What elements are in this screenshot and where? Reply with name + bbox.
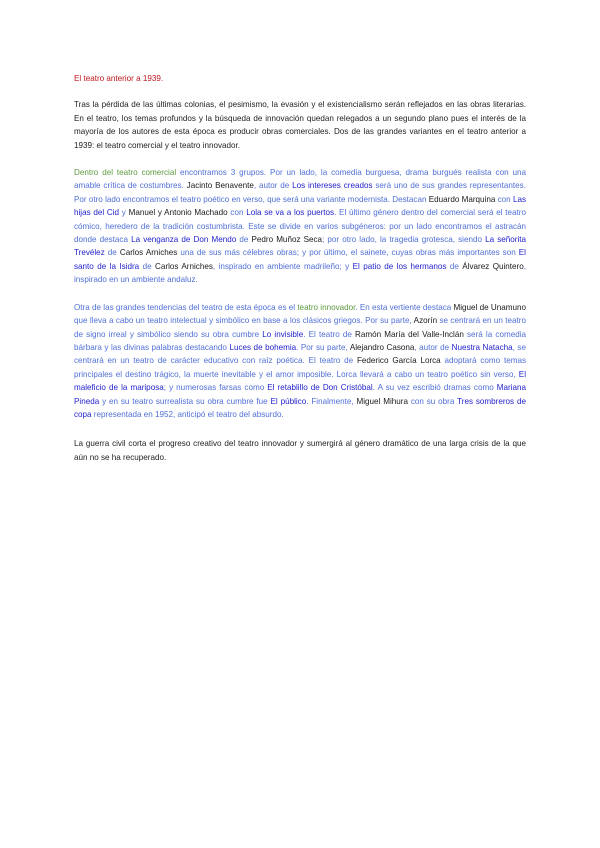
text-run: , autor de: [414, 342, 452, 352]
text-run: que lleva a cabo un teatro intelectual y simbólico en base a los clásicos griegos. Por su parte,: [74, 316, 414, 326]
text-run: . Por su parte,: [296, 342, 350, 352]
section-highlight: Dentro del teatro comercial: [74, 168, 177, 178]
text-run: de: [139, 261, 156, 271]
author-name: Jacinto Benavente: [186, 181, 254, 191]
text-run: ; por otro lado, la tragedia grotesca, siendo: [322, 235, 486, 245]
work-title: Las hijas del Cid: [74, 194, 526, 218]
text-run: , inspirado en ambiente madrileño; y: [212, 261, 353, 271]
work-title: La señorita Trevélez: [74, 235, 527, 258]
text-run: . En esta vertiente destaca: [355, 302, 454, 312]
work-title: El santo de la Isidra: [74, 248, 526, 271]
intro-paragraph: Tras la pérdida de las últimas colonias, el pesimismo, la evasión y el existencialismo serán reflejados en las obras literarias. En el teatro, los temas profundos y la búsqueda de innovación quedan relegados a un segundo plano pues el interés de la mayoría de los autores de esta época es producir obras comerciales. Dos de las grandes variantes en el teatro anterior a 1939: el teatro comercial y el teatro innovador.: [74, 100, 526, 150]
conclusion-paragraph: La guerra civil corta el progreso creativo del teatro innovador y sumergirá al género dramático de una larga crisis de la que aún no se ha recuperado.: [74, 439, 526, 462]
text-run: se centrará en un teatro de signo irreal y simbólico siendo su obra cumbre: [74, 316, 527, 339]
author-name: Miguel Mihura: [356, 396, 408, 406]
innovative-theatre-paragraph: [74, 301, 526, 422]
author-name: Federico García Lorca: [356, 356, 441, 366]
text-run: . A su vez escribió dramas como: [372, 383, 497, 393]
text-run: una de sus más célebres obras; y por último, el sainete, cuyas obras más importantes son: [177, 248, 519, 258]
text-run: . El último género dentro del comercial será el teatro cómico, heredero de la tradición costumbrista. Este se divide en varios subgéneros: por un lado encontramos el astracán donde destaca: [74, 208, 526, 245]
text-run: adoptará como temas principales el destino trágico, la muerte inevitable y el amor imposible. Lorca llevará a cabo un teatro poético sin verso,: [74, 356, 526, 379]
work-title: Lo invisible: [262, 329, 304, 339]
work-title: El público: [270, 396, 307, 406]
text-run: . El teatro de: [303, 329, 356, 339]
text-run: será la comedia bárbara y las divinas palabras destacando: [74, 329, 526, 352]
text-run: de: [104, 248, 120, 258]
author-name: Manuel y Antonio Machado: [128, 208, 228, 218]
work-title: La venganza de Don Mendo: [131, 235, 237, 245]
author-name: Miguel de Unamuno: [453, 302, 526, 312]
document-title: El teatro anterior a 1939.: [74, 74, 164, 83]
author-name: Ramón María del Valle-Inclán: [355, 329, 464, 339]
work-title: Los intereses creados: [292, 181, 373, 191]
text-run: representada en 1952, anticipó el teatro del absurdo.: [91, 409, 284, 419]
text-run: con: [495, 194, 513, 204]
work-title: Luces de bohemia: [229, 342, 297, 352]
commercial-theatre-paragraph: [74, 166, 526, 287]
text-run: ; y numerosas farsas como: [163, 383, 268, 393]
author-name: Carlos Arniches: [119, 248, 178, 258]
section-highlight: teatro innovador: [297, 302, 356, 312]
text-run: de: [446, 261, 463, 271]
author-name: Alejandro Casona: [349, 342, 415, 352]
work-title: Nuestra Natacha: [451, 342, 513, 352]
text-run: con: [227, 208, 247, 218]
author-name: Álvarez Quintero: [462, 261, 524, 271]
text-run: , se centrará en un teatro de carácter educativo con raíz poética. El teatro de: [74, 342, 526, 366]
work-title: El retablillo de Don Cristóbal: [267, 383, 373, 393]
work-title: Lola se va a los puertos: [246, 208, 335, 218]
text-run: . Finalmente,: [306, 396, 357, 406]
text-run: y en su teatro surrealista su obra cumbre fue: [99, 396, 271, 406]
author-name: Carlos Arniches: [155, 261, 213, 271]
work-title: Tres sombreros de copa: [74, 396, 526, 419]
text-run: , autor de: [253, 181, 293, 191]
work-title: El patio de los hermanos: [352, 261, 447, 271]
text-run: de: [236, 235, 252, 245]
text-run: Otra de las grandes tendencias del teatro de esta época es el: [74, 302, 298, 312]
work-title: Mariana Pineda: [74, 383, 527, 406]
text-run: y: [119, 208, 129, 218]
text-run: encontramos 3 grupos. Por un lado, la comedia burguesa, drama burgués realista con una amable crítica de costumbres.: [74, 168, 526, 191]
work-title: El maleficio de la mariposa: [74, 369, 526, 393]
text-run: será uno de sus grandes representantes. Por otro lado encontramos el teatro poético en verso, que será una variante modernista. Destacan: [74, 181, 526, 204]
author-name: Pedro Muñoz Seca: [251, 235, 323, 245]
text-run: , inspirado en un ambiente andaluz.: [74, 261, 527, 285]
text-run: con su obra: [407, 396, 458, 406]
author-name: Eduardo Marquina: [428, 194, 496, 204]
author-name: Azorín: [413, 316, 438, 326]
